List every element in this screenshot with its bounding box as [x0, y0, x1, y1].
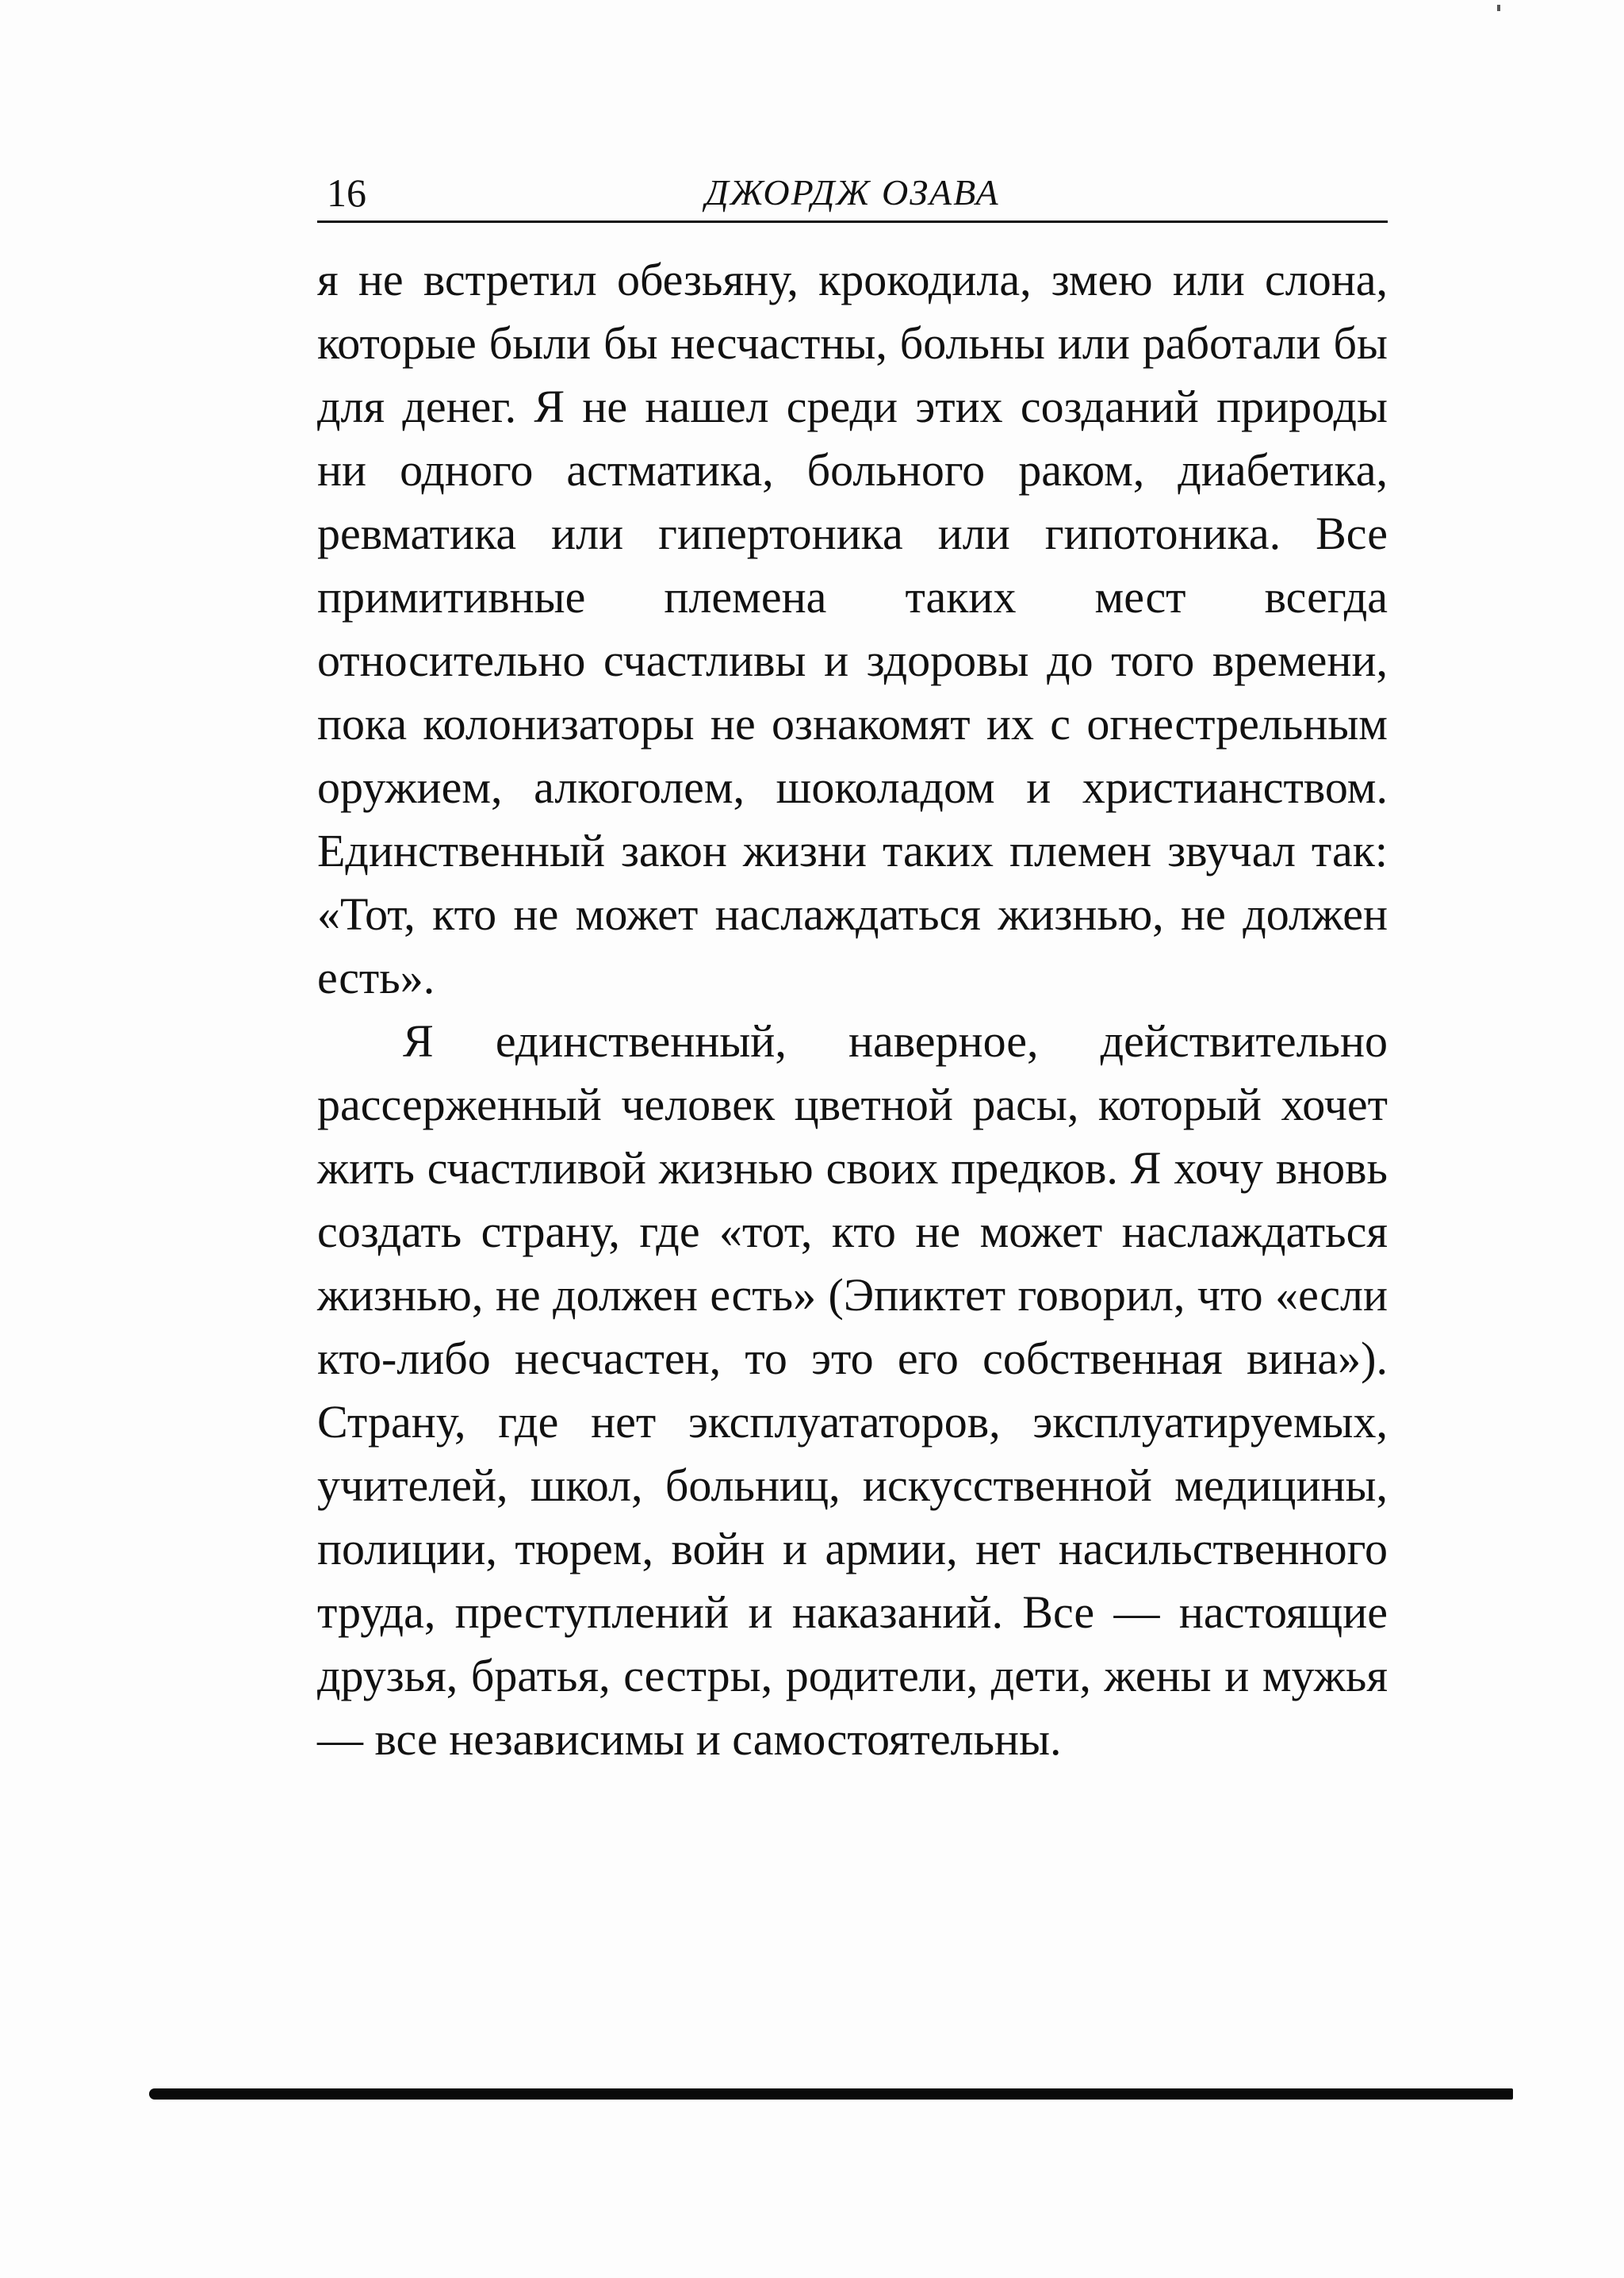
- paragraph-1: я не встретил обезьяну, крокодила, змею или слона, которые были бы несчастны, больны или работали бы для денег. Я не нашел среди этих созданий природы ни одного астматика, больного раком, диабетика, ревматика или гипертоника или гипотоника. Все примитивные племена таких мест всегда относительно счастливы и здоровы до того времени, пока колонизаторы не ознакомят их с огнестрельным оружием, алкоголем, шоколадом и христианством. Единственный закон жизни таких племен звучал так: «Тот, кто не может наслаждаться жизнью, не должен есть».: [317, 254, 1388, 1003]
- bottom-scan-rule: [149, 2088, 1513, 2100]
- page-number: 16: [327, 171, 366, 215]
- running-header: [317, 165, 1388, 221]
- header-rule: [317, 221, 1388, 223]
- paragraph-2: Я единственный, наверное, действительно рассерженный человек цветной расы, который хочет жить счастливой жизнью своих предков. Я хочу вновь создать страну, где «тот, кто не может наслаждаться жизнью, не должен есть» (Эпиктет говорил, что «если кто-либо несчастен, то это его собственная вина»). Страну, где нет эксплуататоров, эксплуатируемых, учителей, школ, больниц, искусственной медицины, полиции, тюрем, войн и армии, нет насильственного труда, преступлений и наказаний. Все — настоящие друзья, братья, сестры, родители, дети, жены и мужья — все независимы и самостоятельны.: [317, 1015, 1388, 1765]
- body-text: [317, 248, 1388, 1771]
- scan-speck: [1497, 5, 1500, 11]
- running-title: ДЖОРДЖ ОЗАВА: [705, 172, 1000, 213]
